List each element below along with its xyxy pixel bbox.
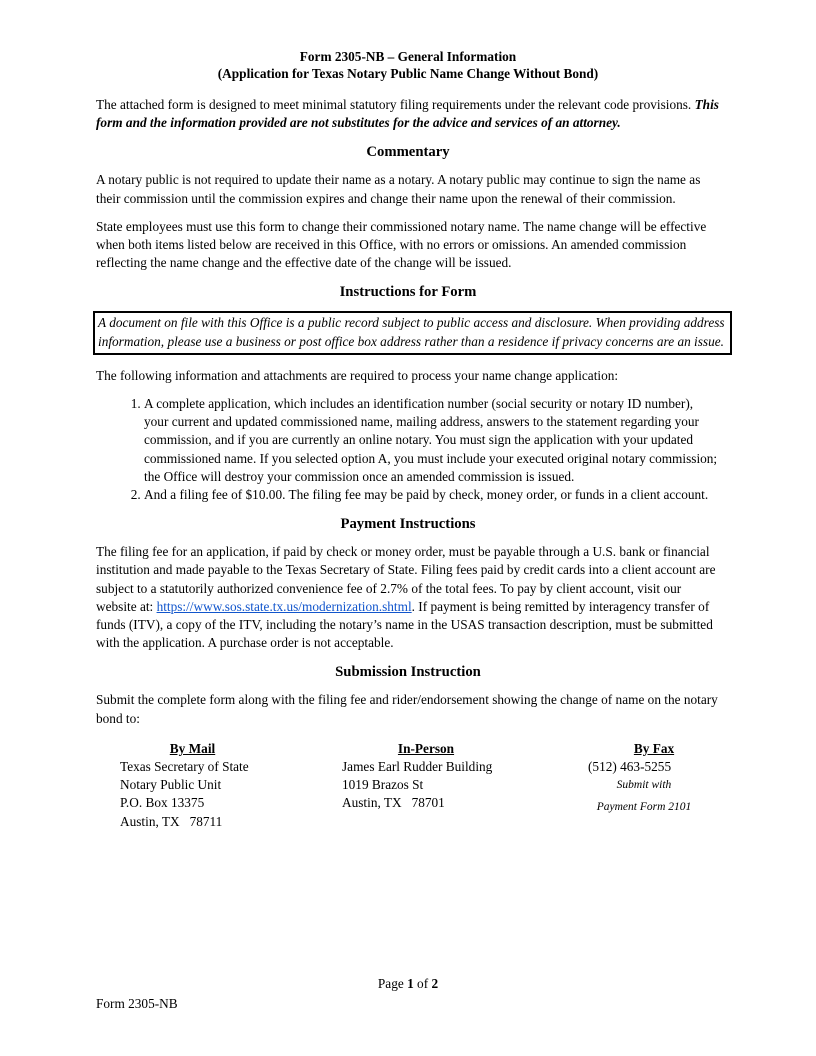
form-subtitle: (Application for Texas Notary Public Name Change Without Bond) (217, 66, 599, 81)
submission-paragraph: Submit the complete form along with the filing fee and rider/endorsement showing the change of name on the notary bond to: (96, 692, 718, 726)
payment-paragraph (96, 543, 720, 652)
requirement-item-2: 2. And a filing fee of $10.00. The filing fee may be paid by check, money order, or funds in a client account. (144, 486, 720, 504)
commentary-heading: Commentary (366, 144, 450, 161)
by-mail-column (120, 740, 270, 831)
page-number (0, 975, 816, 993)
requirements-list (96, 395, 720, 504)
mail-line-1: Texas Secretary of State (120, 759, 249, 775)
fax-number: (512) 463-5255 (588, 759, 672, 775)
submission-heading: Submission Instruction (335, 664, 481, 681)
instructions-heading: Instructions for Form (339, 284, 477, 301)
in-person-line-2: 1019 Brazos St (342, 777, 424, 793)
page-current: 1 (407, 976, 414, 991)
payment-heading: Payment Instructions (340, 516, 476, 533)
in-person-line-3: Austin, TX 78701 (342, 795, 445, 811)
document-page (96, 48, 725, 830)
by-fax-column (588, 740, 720, 817)
in-person-column (342, 740, 512, 813)
submission-methods (96, 740, 720, 830)
intro-text: The attached form is designed to meet minimal statutory filing requirements under the relevant code provisions. (96, 97, 695, 112)
in-person-header: In-Person (397, 740, 455, 756)
page-prefix: Page (377, 976, 408, 991)
commentary-paragraph-2: State employees must use this form to change their commissioned notary name. The name change will be effective when both items listed below are received in this Office, with no errors or omissions. An amended commission reflecting the name change and the effective date of the change will be issued. (96, 218, 707, 271)
mail-line-4: Austin, TX 78711 (120, 813, 223, 829)
in-person-line-1: James Earl Rudder Building (342, 759, 493, 775)
requirement-item-1: 1. A complete application, which includes an identification number (social security or notary ID number), your current and updated commissioned name, mailing address, answers to the statement regarding your commission, and if you are currently an online notary. You must sign the application with your updated commissioned name. If you selected option A, you must include your executed original notary commission; the Office will destroy your commission once an amended commission is issued. (144, 395, 720, 486)
commentary-paragraph-1: A notary public is not required to update their name as a notary. A notary public may continue to sign the name as their commission until the commission expires and change their name upon the renewal of their commission. (96, 172, 701, 206)
payment-text-after: . If payment is being remitted by interagency transfer of funds (ITV), a copy of the ITV, including the notary’s name in the USAS transaction description, must be submitted with the application. A purchase order is not acceptable. (96, 598, 713, 651)
payment-text-before: The filing fee for an application, if paid by check or money order, must be payable through a U.S. bank or financial institution and made payable to the Texas Secretary of State. Filing fees paid by credit cards into a client account are subject to a statutorily authorized convenience fee of 2.7% of the total fees. To pay by client account, visit our website at: (96, 544, 716, 614)
mail-line-2: Notary Public Unit (120, 777, 222, 793)
mail-line-3: P.O. Box 13375 (120, 795, 205, 811)
by-fax-header: By Fax (633, 740, 675, 756)
intro-disclaimer: This form and the information provided are not substitutes for the advice and services of an attorney. (96, 97, 719, 131)
footer-form-id: Form 2305-NB (96, 996, 178, 1011)
page-mid: of (413, 976, 432, 991)
fax-note-2: Payment Form 2101 (596, 801, 692, 814)
page-total: 2 (431, 976, 439, 991)
instructions-lead: The following information and attachments are required to process your name change application: (96, 367, 619, 383)
privacy-notice-box: A document on file with this Office is a public record subject to public access and disclosure. When providing address information, please use a business or post office box address rather than a residence if privacy concerns are an issue. (93, 311, 732, 354)
fax-note-1: Submit with (616, 779, 672, 792)
form-title: Form 2305-NB – General Information (299, 49, 517, 64)
by-mail-header: By Mail (169, 740, 216, 756)
intro-paragraph (96, 96, 720, 132)
modernization-link[interactable]: https://www.sos.state.tx.us/modernization.shtml (156, 598, 412, 614)
